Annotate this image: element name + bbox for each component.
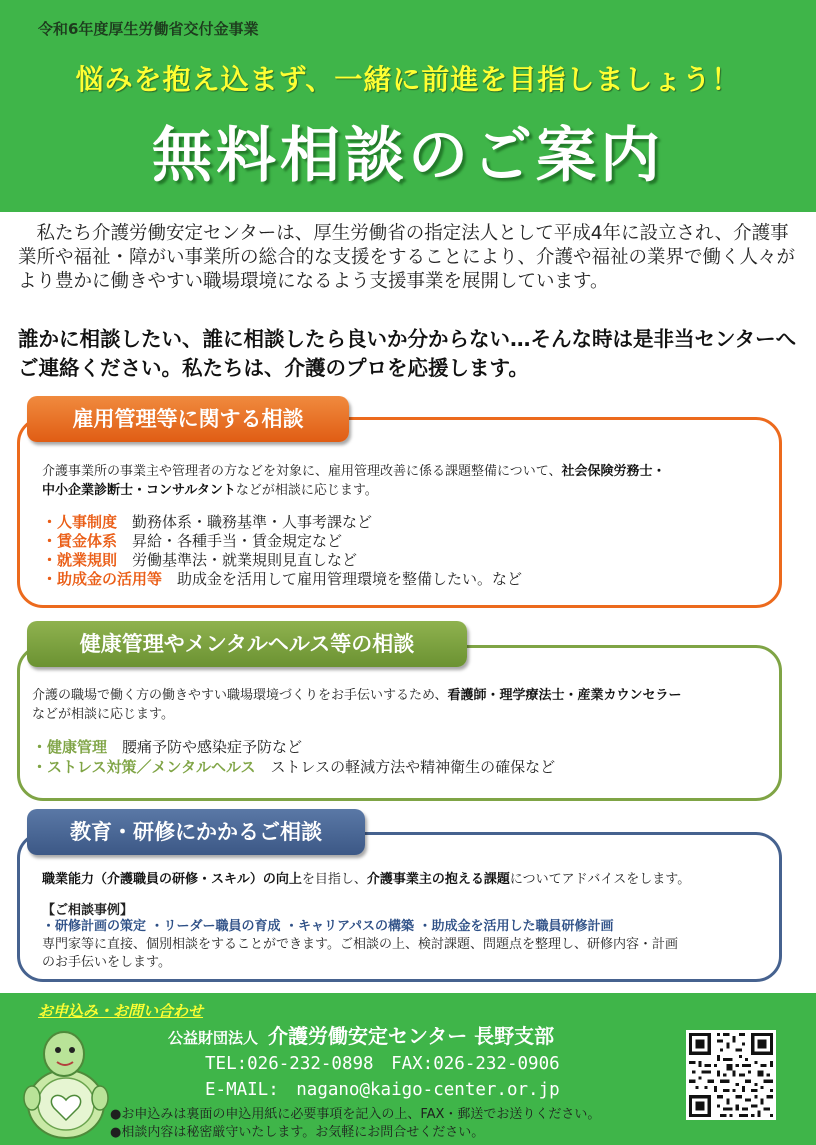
- item-key: ・ストレス対策／メンタルヘルス: [32, 758, 256, 776]
- training-desc-line: 専門家等に直接、個別相談をすることができます。ご相談の上、検討課題、問題点を整理し、研修内容・計画: [42, 937, 678, 952]
- list-item: [42, 513, 372, 532]
- health-consultation-title: 健康管理やメンタルヘルス等の相談: [27, 621, 467, 667]
- intro-emphasis: 誰かに相談したい、誰に相談したら良いか分からない…そんな時は是非当センターへご連絡ください。私たちは、介護のプロを応援します。: [18, 327, 797, 380]
- item-text: 勤務体系・職務基準・人事考課など: [132, 513, 373, 531]
- corp-type: 公益財団法人: [168, 1029, 259, 1047]
- list-item: [32, 758, 555, 777]
- training-desc-line: [42, 871, 690, 889]
- desc-bold: 中小企業診断士・コンサルタント: [42, 483, 236, 498]
- list-item: [42, 570, 522, 589]
- page-title: 無料相談のご案内: [152, 121, 664, 191]
- intro-paragraph: 私たち介護労働安定センターは、厚生労働省の指定法人として平成4年に設立され、介護事業所や福祉・障がい事業所の総合的な支援をすることにより、介護や福祉の業界で働く人々がより豊かに働きやすい職場環境になるよう支援事業を展開しています。: [18, 223, 796, 292]
- item-key: ・人事制度: [42, 513, 118, 531]
- training-consultation-title: 教育・研修にかかるご相談: [27, 809, 365, 855]
- tel-fax[interactable]: TEL:026-232-0898 FAX:026-232-0906: [205, 1054, 560, 1074]
- desc-bold: 看護師・理学療法士・産業カウンセラー: [447, 688, 682, 703]
- list-item: [32, 738, 302, 757]
- list-item: [42, 551, 357, 570]
- item-text: 労働基準法・就業規則見直しなど: [132, 551, 358, 569]
- desc-bold: 職業能力（介護職員の研修・スキル）の向上: [42, 872, 302, 887]
- item-text: 腰痛予防や感染症予防など: [122, 738, 303, 756]
- item-text: ストレスの軽減方法や精神衛生の確保など: [270, 758, 556, 776]
- item-key: ・就業規則: [42, 551, 118, 569]
- list-item: [42, 532, 342, 551]
- item-key: ・健康管理: [32, 738, 108, 756]
- desc-text: についてアドバイスをします。: [509, 872, 691, 887]
- slogan: 悩みを抱え込まず、一緒に前進を目指しましょう！: [75, 63, 741, 96]
- note-application: ●お申込みは裏面の申込用紙に必要事項を記入の上、FAX・郵送でお送りください。: [110, 1107, 601, 1122]
- desc-bold: 社会保険労務士・: [561, 464, 666, 479]
- item-text: 助成金を活用して雇用管理環境を整備したい。など: [177, 570, 523, 588]
- organization-name: [168, 1020, 554, 1049]
- item-text: 昇給・各種手当・賃金規定など: [132, 532, 343, 550]
- desc-text: などが相談に応じます。: [235, 483, 378, 498]
- subsidy-label: 令和6年度厚生労働省交付金事業: [38, 20, 259, 38]
- employment-consultation-title: 雇用管理等に関する相談: [27, 396, 349, 442]
- examples-label: 【ご相談事例】: [42, 903, 134, 918]
- item-key: ・助成金の活用等: [42, 570, 163, 588]
- contact-label: お申込み・お問い合わせ: [38, 1002, 204, 1020]
- examples-list: ・研修計画の策定 ・リーダー職員の育成 ・キャリアパスの構築 ・助成金を活用した職員研修計画: [42, 919, 614, 934]
- employment-consultation-desc: [42, 462, 772, 500]
- item-key: ・賃金体系: [42, 532, 118, 550]
- org-name: 介護労働安定センター 長野支部: [268, 1024, 555, 1048]
- note-confidential: ●相談内容は秘密厳守いたします。お気軽にお問合せください。: [110, 1125, 485, 1140]
- desc-text: 介護事業所の事業主や管理者の方などを対象に、雇用管理改善に係る課題整備について、: [42, 464, 562, 479]
- email-address[interactable]: E-MAIL: nagano@kaigo-center.or.jp: [205, 1080, 560, 1100]
- desc-text: を目指し、: [301, 872, 367, 887]
- health-consultation-desc: [32, 686, 777, 724]
- desc-text: などが相談に応じます。: [32, 707, 174, 722]
- qr-code-icon: [686, 1030, 776, 1120]
- desc-text: 介護の職場で働く方の働きやすい職場環境づくりをお手伝いするため、: [32, 688, 448, 703]
- turtle-mascot-icon: [14, 1022, 114, 1142]
- desc-bold: 介護事業主の抱える課題: [366, 872, 510, 887]
- training-desc-line: のお手伝いをします。: [42, 955, 171, 970]
